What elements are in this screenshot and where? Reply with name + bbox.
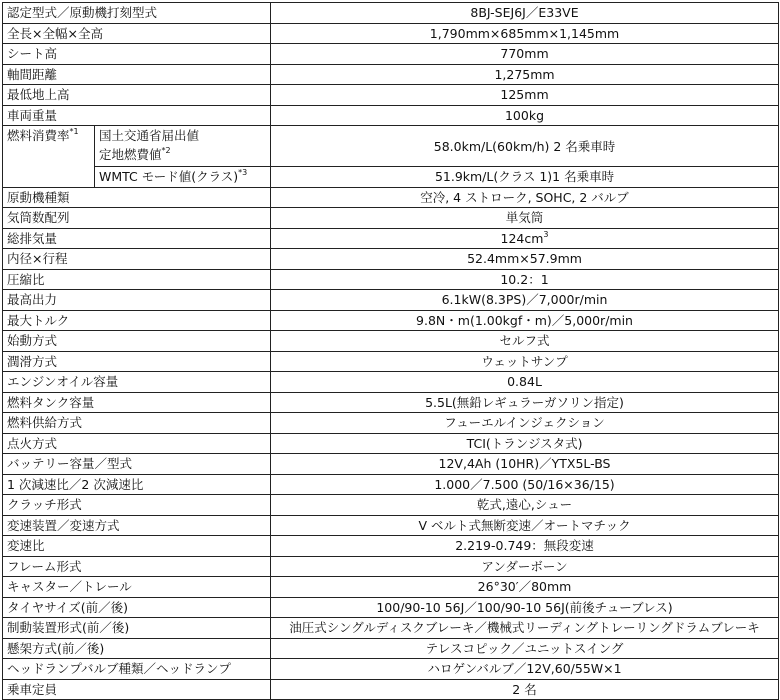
spec-row — [3, 679, 779, 700]
spec-label: 総排気量 — [3, 228, 271, 249]
spec-label: 懸架方式(前／後) — [3, 638, 271, 659]
spec-row — [3, 187, 779, 208]
spec-value: 0.84L — [271, 372, 779, 393]
spec-label: タイヤサイズ(前／後) — [3, 597, 271, 618]
spec-label: 乗車定員 — [3, 679, 271, 700]
mlit-label-line2: 定地燃費値 — [99, 147, 162, 162]
spec-value: 125mm — [271, 85, 779, 106]
mlit-label-line1: 国土交通省届出値 — [99, 128, 200, 143]
spec-row — [3, 618, 779, 639]
spec-label: 原動機種類 — [3, 187, 271, 208]
spec-value: 1,790mm×685mm×1,145mm — [271, 23, 779, 44]
mlit-label-cell — [95, 126, 271, 167]
spec-value: 52.4mm×57.9mm — [271, 249, 779, 270]
mlit-note: *2 — [161, 145, 171, 155]
spec-value: 10.2：1 — [271, 269, 779, 290]
spec-label: シート高 — [3, 44, 271, 65]
spec-table — [2, 2, 779, 700]
spec-row — [3, 3, 779, 24]
spec-value: 単気筒 — [271, 208, 779, 229]
spec-value: 乾式,遠心,シュー — [271, 495, 779, 516]
spec-row — [3, 85, 779, 106]
spec-label: 全長×全幅×全高 — [3, 23, 271, 44]
spec-row — [3, 515, 779, 536]
spec-label: 圧縮比 — [3, 269, 271, 290]
spec-value: 12V,4Ah (10HR)／YTX5L-BS — [271, 454, 779, 475]
spec-value: 100kg — [271, 105, 779, 126]
spec-value: TCI(トランジスタ式) — [271, 433, 779, 454]
spec-label: 認定型式／原動機打刻型式 — [3, 3, 271, 24]
spec-value: テレスコピック／ユニットスイング — [271, 638, 779, 659]
spec-value: ウェットサンプ — [271, 351, 779, 372]
displacement-value: 124cm — [500, 230, 544, 246]
spec-label: 燃料タンク容量 — [3, 392, 271, 413]
spec-row — [3, 249, 779, 270]
spec-row — [3, 269, 779, 290]
spec-row — [3, 23, 779, 44]
spec-row — [3, 310, 779, 331]
spec-row — [3, 228, 779, 249]
spec-sheet — [2, 2, 778, 698]
displacement-unit-sup: 3 — [543, 229, 549, 239]
spec-label: 気筒数配列 — [3, 208, 271, 229]
spec-row — [3, 372, 779, 393]
spec-label: 1 次減速比／2 次減速比 — [3, 474, 271, 495]
spec-value: 1,275mm — [271, 64, 779, 85]
fuel-label: 燃料消費率 — [7, 128, 70, 143]
fuel-row-wmtc — [3, 167, 779, 188]
spec-row — [3, 64, 779, 85]
spec-value: 2.219-0.749：無段変速 — [271, 536, 779, 557]
spec-label: クラッチ形式 — [3, 495, 271, 516]
spec-value: V ベルト式無断変速／オートマチック — [271, 515, 779, 536]
spec-value: 1.000／7.500 (50/16×36/15) — [271, 474, 779, 495]
spec-value: 2 名 — [271, 679, 779, 700]
spec-label: キャスター／トレール — [3, 577, 271, 598]
spec-row — [3, 474, 779, 495]
spec-row — [3, 454, 779, 475]
wmtc-label: WMTC モード値(クラス) — [99, 169, 239, 185]
spec-row — [3, 536, 779, 557]
spec-value: 空冷, 4 ストローク, SOHC, 2 バルブ — [271, 187, 779, 208]
spec-label: 始動方式 — [3, 331, 271, 352]
spec-label: 変速装置／変速方式 — [3, 515, 271, 536]
spec-label: ヘッドランプバルブ種類／ヘッドランプ — [3, 659, 271, 680]
spec-value: 26°30′／80mm — [271, 577, 779, 598]
fuel-row-mlit — [3, 126, 779, 167]
spec-label: 最高出力 — [3, 290, 271, 311]
spec-value: セルフ式 — [271, 331, 779, 352]
spec-value: 5.5L(無鉛レギュラーガソリン指定) — [271, 392, 779, 413]
wmtc-note: *3 — [238, 168, 248, 178]
spec-label: 内径×行程 — [3, 249, 271, 270]
spec-value: 油圧式シングルディスクブレーキ／機械式リーディングトレーリングドラムブレーキ — [271, 618, 779, 639]
spec-row — [3, 556, 779, 577]
spec-row — [3, 105, 779, 126]
spec-row — [3, 597, 779, 618]
fuel-note: *1 — [69, 126, 79, 136]
spec-label: 点火方式 — [3, 433, 271, 454]
spec-label: 制動装置形式(前／後) — [3, 618, 271, 639]
spec-label: 車両重量 — [3, 105, 271, 126]
fuel-label-cell — [3, 126, 95, 188]
spec-label: フレーム形式 — [3, 556, 271, 577]
spec-label: 軸間距離 — [3, 64, 271, 85]
spec-value: アンダーボーン — [271, 556, 779, 577]
spec-value — [271, 228, 779, 249]
spec-label: 変速比 — [3, 536, 271, 557]
spec-value: 8BJ-SEJ6J／E33VE — [271, 3, 779, 24]
spec-row — [3, 413, 779, 434]
wmtc-label-cell — [95, 167, 271, 188]
spec-row — [3, 433, 779, 454]
spec-row — [3, 495, 779, 516]
spec-row — [3, 44, 779, 65]
spec-value: 100/90-10 56J／100/90-10 56J(前後チューブレス) — [271, 597, 779, 618]
spec-row — [3, 392, 779, 413]
spec-row — [3, 331, 779, 352]
spec-label: エンジンオイル容量 — [3, 372, 271, 393]
spec-value: フューエルインジェクション — [271, 413, 779, 434]
spec-value: 9.8N・m(1.00kgf・m)／5,000r/min — [271, 310, 779, 331]
spec-row — [3, 638, 779, 659]
spec-label: 潤滑方式 — [3, 351, 271, 372]
spec-label: 燃料供給方式 — [3, 413, 271, 434]
wmtc-value: 51.9km/L(クラス 1)1 名乗車時 — [271, 167, 779, 188]
spec-label: 最低地上高 — [3, 85, 271, 106]
spec-row — [3, 351, 779, 372]
spec-row — [3, 208, 779, 229]
spec-row — [3, 290, 779, 311]
spec-label: 最大トルク — [3, 310, 271, 331]
spec-value: ハロゲンバルブ／12V,60/55W×1 — [271, 659, 779, 680]
spec-label: バッテリー容量／型式 — [3, 454, 271, 475]
spec-row — [3, 659, 779, 680]
spec-row — [3, 577, 779, 598]
spec-value: 770mm — [271, 44, 779, 65]
spec-value: 6.1kW(8.3PS)／7,000r/min — [271, 290, 779, 311]
mlit-value: 58.0km/L(60km/h) 2 名乗車時 — [271, 126, 779, 167]
